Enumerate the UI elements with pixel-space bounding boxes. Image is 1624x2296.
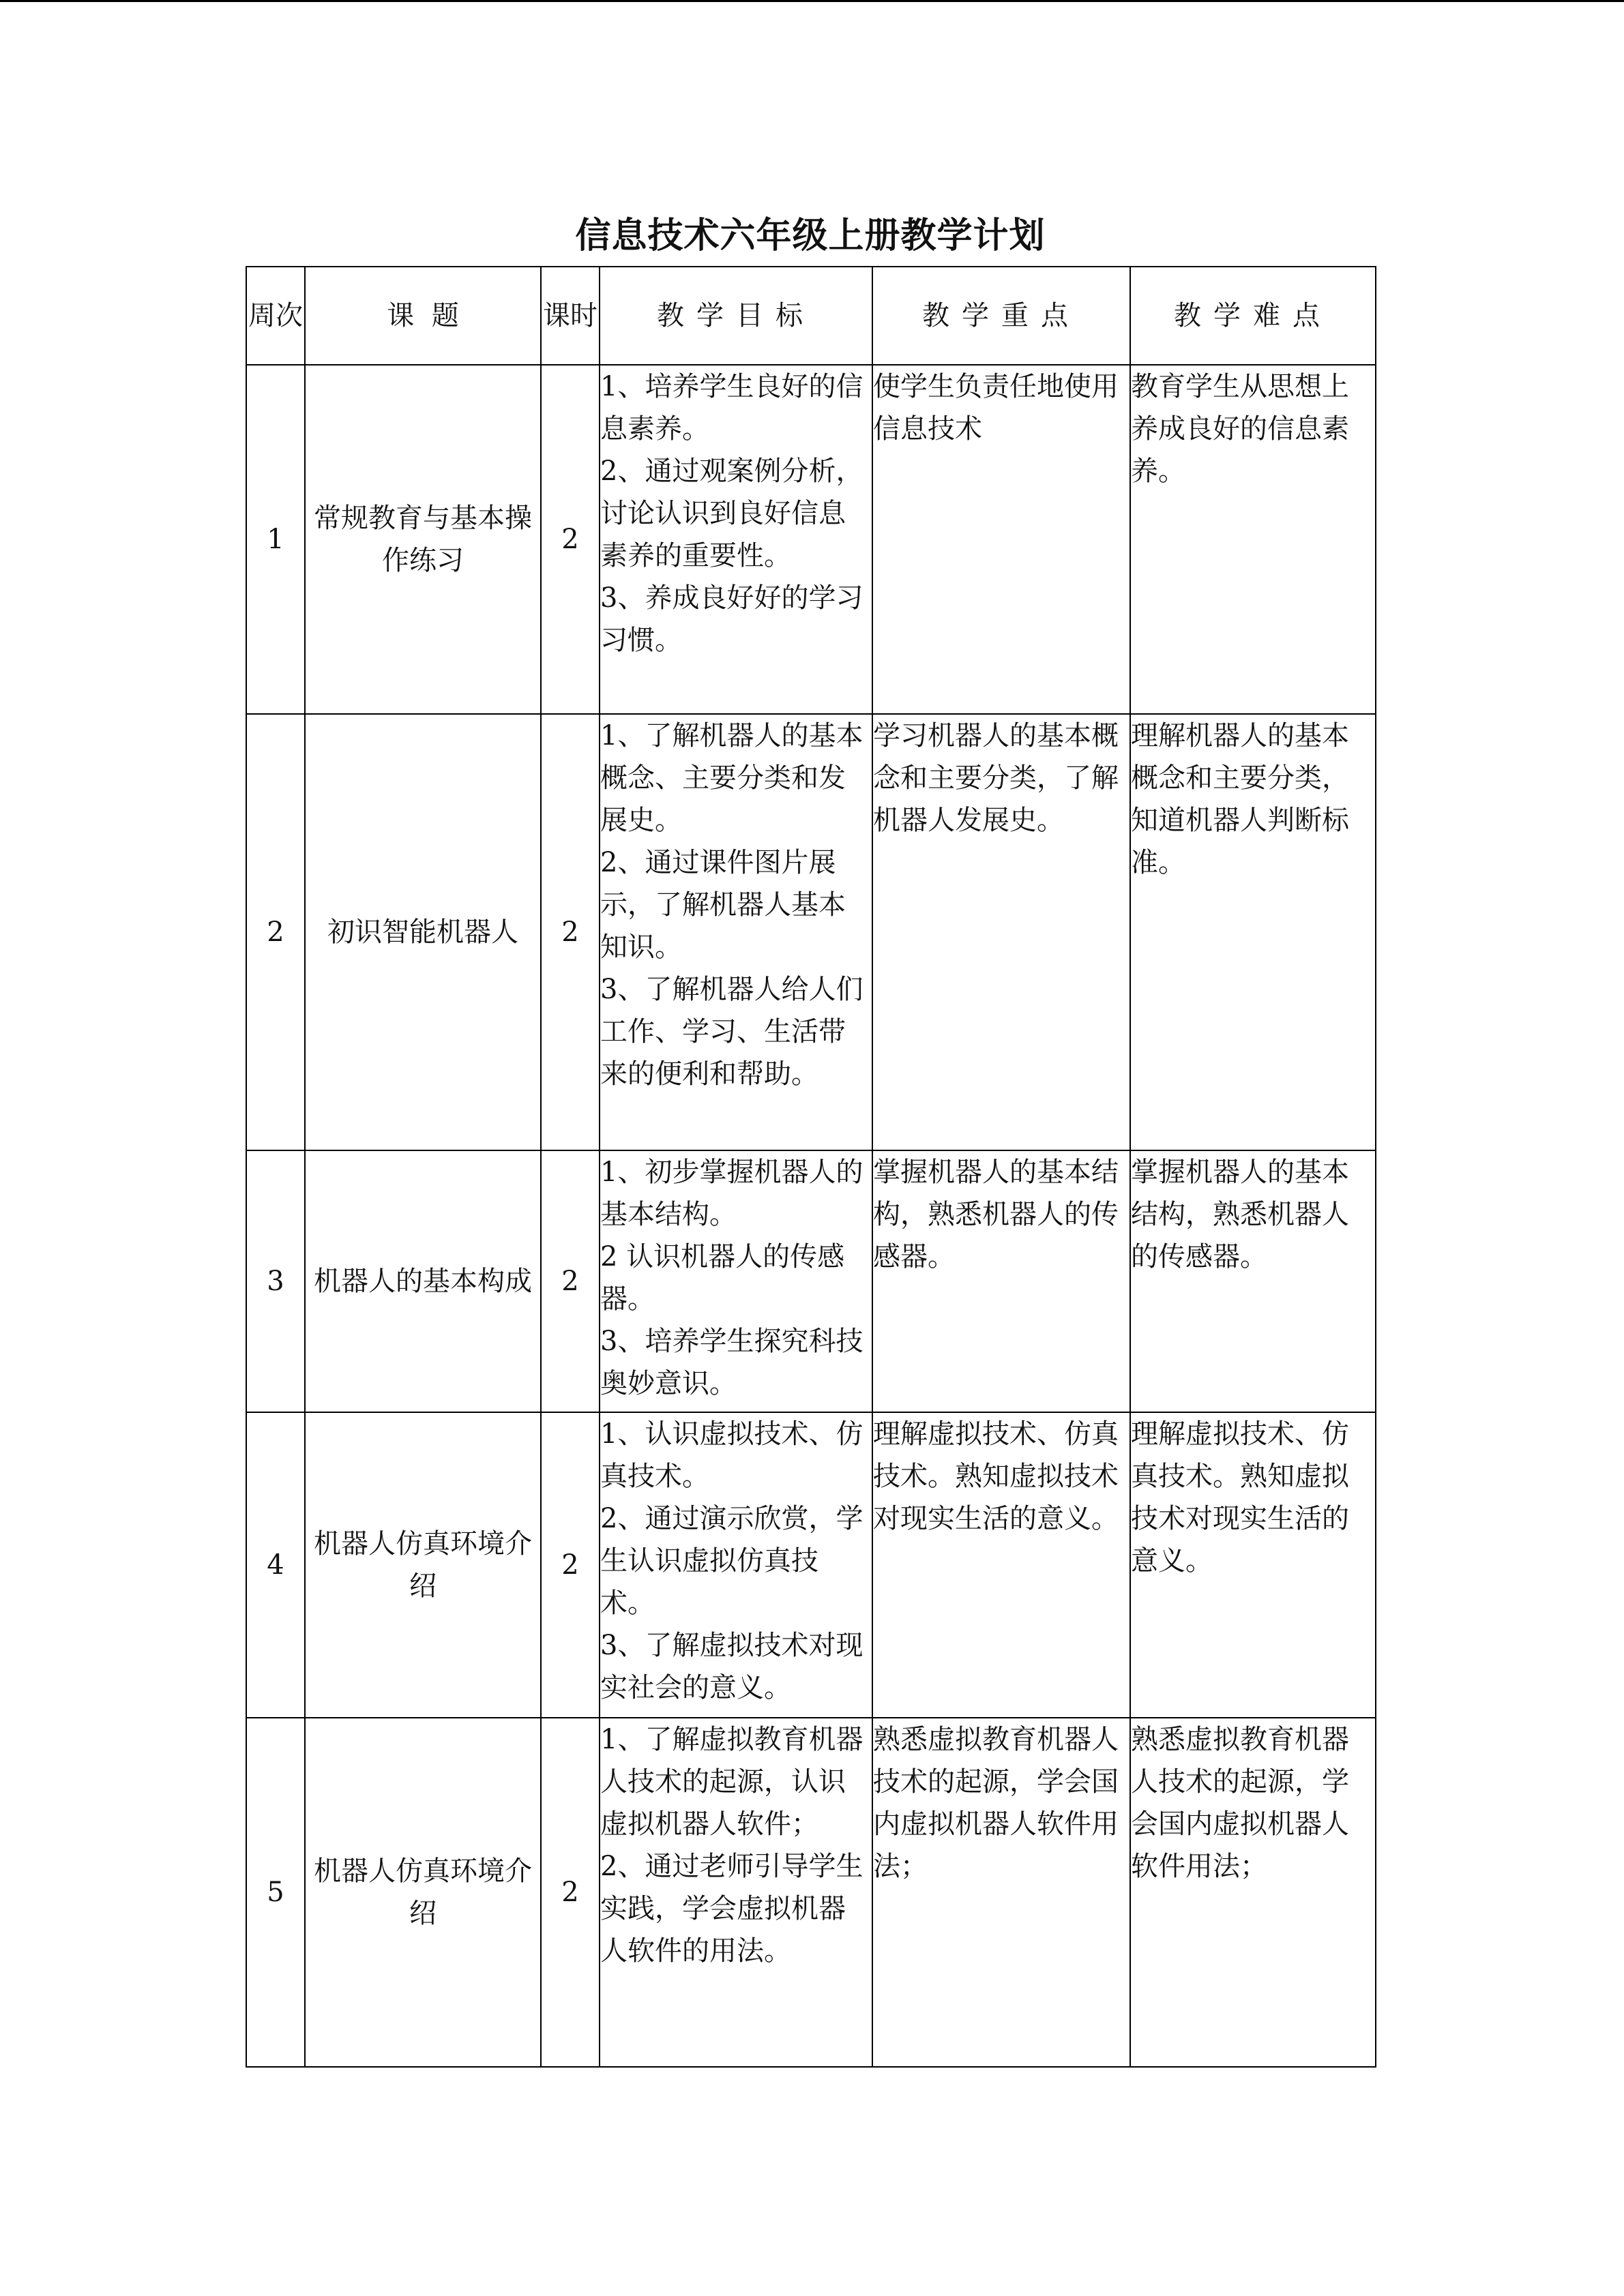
goal-item: 3、养成良好好的学习习惯。 — [600, 582, 863, 656]
difficulty-cell: 理解虚拟技术、仿真技术。熟知虚拟技术对现实生活的意义。 — [1130, 1412, 1376, 1718]
goal-item: 1、了解机器人的基本概念、主要分类和发展史。 — [600, 720, 863, 836]
goal-item: 1、初步掌握机器人的基本结构。 — [600, 1157, 863, 1230]
difficulty-cell: 掌握机器人的基本结构，熟悉机器人的传感器。 — [1130, 1150, 1376, 1412]
page-title: 信息技术六年级上册教学计划 — [575, 215, 1046, 256]
header-hours: 课时 — [541, 267, 600, 365]
goal-item: 3、了解虚拟技术对现实社会的意义。 — [600, 1630, 863, 1703]
goal-item: 1、培养学生良好的信息素养。 — [600, 371, 863, 445]
goal-item: 2、通过演示欣赏，学生认识虚拟仿真技术。 — [600, 1503, 863, 1619]
header-difficulty: 教学难点 — [1130, 267, 1376, 365]
topic-cell: 常规教育与基本操作练习 — [305, 365, 541, 714]
focus-cell: 掌握机器人的基本结构，熟悉机器人的传感器。 — [872, 1150, 1130, 1412]
goals-cell — [600, 1412, 872, 1718]
goals-cell — [600, 1150, 872, 1412]
goal-item: 2、通过观案例分析，讨论认识到良好信息素养的重要性。 — [600, 456, 863, 571]
goal-item: 3、了解机器人给人们工作、学习、生活带来的便利和帮助。 — [600, 974, 863, 1090]
goal-item: 1、认识虚拟技术、仿真技术。 — [600, 1418, 863, 1492]
goal-item: 2 认识机器人的传感器。 — [600, 1241, 845, 1315]
hours-cell: 2 — [541, 1150, 600, 1412]
difficulty-cell: 熟悉虚拟教育机器人技术的起源，学会国内虚拟机器人软件用法； — [1130, 1718, 1376, 2067]
header-week: 周次 — [246, 267, 305, 365]
header-topic: 课 题 — [305, 267, 541, 365]
focus-cell: 理解虚拟技术、仿真技术。熟知虚拟技术对现实生活的意义。 — [872, 1412, 1130, 1718]
hours-cell: 2 — [541, 1412, 600, 1718]
goals-cell — [600, 714, 872, 1150]
focus-cell: 使学生负责任地使用信息技术 — [872, 365, 1130, 714]
topic-cell: 初识智能机器人 — [305, 714, 541, 1150]
page-top-border — [0, 0, 1624, 2]
goal-item: 3、培养学生探究科技奥妙意识。 — [600, 1326, 863, 1399]
week-cell: 5 — [246, 1718, 305, 2067]
week-cell: 1 — [246, 365, 305, 714]
table-header-row — [246, 267, 1376, 365]
goal-item: 2、通过老师引导学生实践，学会虚拟机器人软件的用法。 — [600, 1851, 863, 1967]
hours-cell: 2 — [541, 365, 600, 714]
topic-cell: 机器人的基本构成 — [305, 1150, 541, 1412]
week-cell: 4 — [246, 1412, 305, 1718]
focus-cell: 熟悉虚拟教育机器人技术的起源，学会国内虚拟机器人软件用法； — [872, 1718, 1130, 2067]
difficulty-cell: 理解机器人的基本概念和主要分类，知道机器人判断标准。 — [1130, 714, 1376, 1150]
goals-cell — [600, 365, 872, 714]
difficulty-cell: 教育学生从思想上养成良好的信息素养。 — [1130, 365, 1376, 714]
teaching-plan-table — [246, 266, 1376, 2068]
week-cell: 3 — [246, 1150, 305, 1412]
topic-cell: 机器人仿真环境介绍 — [305, 1412, 541, 1718]
hours-cell: 2 — [541, 1718, 600, 2067]
hours-cell: 2 — [541, 714, 600, 1150]
table-row — [246, 1718, 1376, 2067]
week-cell: 2 — [246, 714, 305, 1150]
focus-cell: 学习机器人的基本概念和主要分类，了解机器人发展史。 — [872, 714, 1130, 1150]
goals-cell — [600, 1718, 872, 2067]
goal-item: 2、通过课件图片展示，了解机器人基本知识。 — [600, 847, 846, 963]
table-row — [246, 714, 1376, 1150]
topic-cell: 机器人仿真环境介绍 — [305, 1718, 541, 2067]
table-row — [246, 1412, 1376, 1718]
goal-item: 1、了解虚拟教育机器人技术的起源，认识虚拟机器人软件； — [600, 1724, 863, 1840]
header-focus: 教学重点 — [872, 267, 1130, 365]
header-goals: 教学目标 — [600, 267, 872, 365]
table-row — [246, 365, 1376, 714]
table-row — [246, 1150, 1376, 1412]
